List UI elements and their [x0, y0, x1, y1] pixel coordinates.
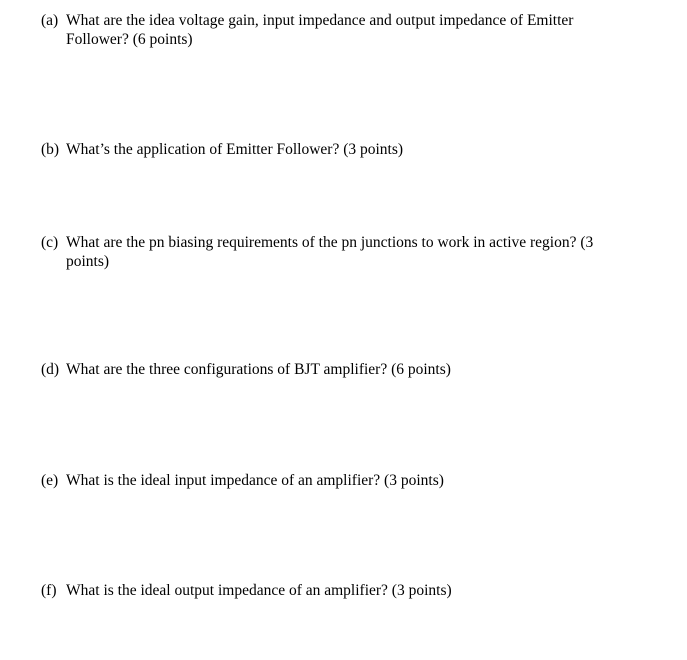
question-b	[41, 140, 631, 159]
question-d	[41, 360, 631, 379]
question-label: (a)	[41, 12, 59, 29]
question-text: What are the pn biasing requirements of the pn junctions to work in active region? (3 points)	[66, 234, 594, 270]
question-c	[41, 233, 631, 271]
question-label: (e)	[41, 472, 59, 489]
question-text: What is the ideal output impedance of an amplifier? (3 points)	[66, 582, 452, 599]
question-label: (d)	[41, 361, 60, 378]
question-f	[41, 581, 631, 600]
question-label: (b)	[41, 141, 60, 158]
question-text: What are the idea voltage gain, input impedance and output impedance of Emitter Follower? (6 points)	[66, 12, 574, 48]
question-a	[41, 11, 631, 49]
question-e	[41, 471, 631, 490]
question-text: What’s the application of Emitter Follower? (3 points)	[66, 141, 404, 158]
question-text: What are the three configurations of BJT amplifier? (6 points)	[66, 361, 451, 378]
question-text: What is the ideal input impedance of an amplifier? (3 points)	[66, 472, 444, 489]
question-label: (c)	[41, 234, 59, 251]
question-label: (f)	[41, 582, 57, 599]
